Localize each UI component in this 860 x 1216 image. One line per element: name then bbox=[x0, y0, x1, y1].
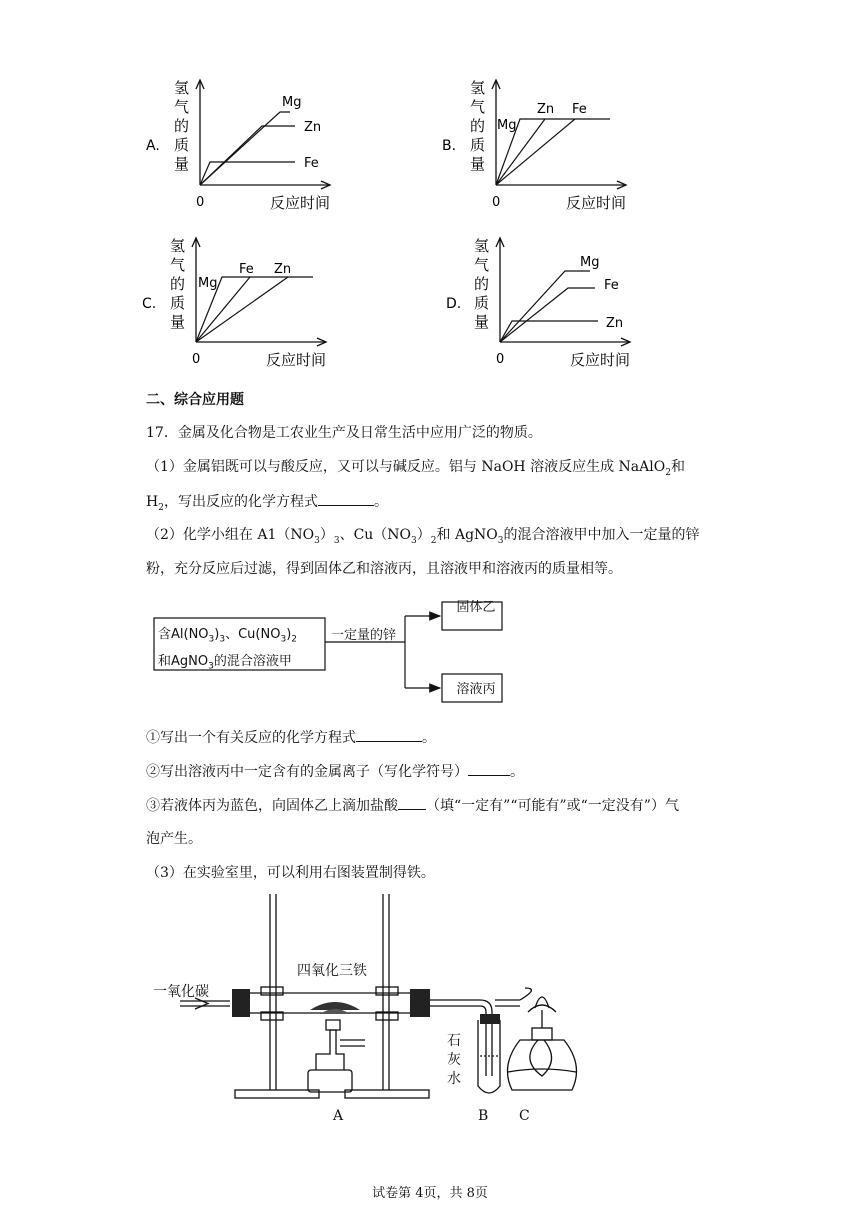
y-axis-label-char: 量 bbox=[474, 313, 490, 331]
y-axis-label-char: 质 bbox=[474, 294, 490, 312]
section-title: 二、综合应用题 bbox=[146, 392, 244, 408]
metal-line-mg bbox=[200, 112, 290, 185]
metal-line-fe bbox=[500, 288, 595, 342]
question-part1-line1: （1）金属铝既可以与酸反应，又可以与碱反应。铝与 NaOH 溶液反应生成 NaAlO$_2$和 bbox=[146, 459, 685, 478]
burner-a bbox=[308, 1070, 352, 1092]
y-axis-label-char: 的 bbox=[470, 117, 486, 135]
alcohol-lamp-c bbox=[508, 1040, 577, 1090]
y-axis-label-char: 气 bbox=[174, 98, 190, 116]
flow-output-solution: 溶液丙 bbox=[456, 682, 496, 697]
option-graph-c bbox=[142, 237, 326, 369]
metal-line-zn bbox=[200, 126, 295, 185]
metal-label: Mg bbox=[282, 95, 302, 110]
y-axis-label-char: 氢 bbox=[174, 79, 190, 97]
subquestion-3-line1: ③若液体丙为蓝色，向固体乙上滴加盐酸 （填“一定有”“可能有”或“一定没有”）气 bbox=[146, 795, 679, 816]
lab-apparatus bbox=[140, 890, 600, 1130]
co-label: 一氧化碳 bbox=[153, 984, 209, 1000]
question-part3: （3）在实验室里，可以利用右图装置制得铁。 bbox=[146, 865, 435, 881]
y-axis-label-char: 质 bbox=[170, 294, 186, 312]
flow-arrow-label: 一定量的锌 bbox=[331, 628, 397, 643]
question-stem: 17．金属及化合物是工农业生产及日常生活中应用广泛的物质。 bbox=[146, 425, 542, 441]
metal-label: Zn bbox=[274, 262, 292, 277]
origin-label: 0 bbox=[192, 352, 201, 367]
y-axis-label-char: 气 bbox=[170, 256, 186, 274]
metal-line-fe bbox=[200, 162, 295, 185]
option-letter: B. bbox=[442, 138, 457, 154]
option-graph-b bbox=[442, 79, 626, 212]
y-axis-label-char: 气 bbox=[470, 98, 486, 116]
label-c: C bbox=[519, 1108, 530, 1124]
metal-label: Zn bbox=[606, 316, 624, 331]
page-footer: 试卷第 4页，共 8页 bbox=[372, 1186, 488, 1201]
subquestion-1: ①写出一个有关反应的化学方程式 。 bbox=[146, 727, 436, 748]
x-axis-label: 反应时间 bbox=[570, 351, 631, 369]
origin-label: 0 bbox=[496, 352, 505, 367]
option-letter: D. bbox=[446, 296, 462, 312]
sample-label: 四氧化三铁 bbox=[297, 963, 367, 979]
x-axis-label: 反应时间 bbox=[566, 194, 627, 212]
option-graphs-svg bbox=[0, 0, 860, 380]
limewater-label: 石 灰 水 bbox=[447, 1033, 461, 1087]
label-b: B bbox=[478, 1108, 489, 1124]
answer-blank[interactable] bbox=[356, 727, 422, 742]
answer-blank[interactable] bbox=[468, 761, 510, 776]
subquestion-2: ②写出溶液丙中一定含有的金属离子（写化学符号） 。 bbox=[146, 761, 524, 782]
option-letter: A. bbox=[146, 138, 160, 154]
origin-label: 0 bbox=[196, 195, 205, 210]
y-axis-label-char: 的 bbox=[174, 117, 190, 135]
sample-pile bbox=[310, 1002, 360, 1010]
y-axis-label-char: 量 bbox=[170, 313, 186, 331]
metal-label: Fe bbox=[239, 262, 254, 277]
y-axis-label-char: 氢 bbox=[470, 79, 486, 97]
label-a: A bbox=[333, 1108, 344, 1124]
metal-label: Zn bbox=[304, 120, 322, 135]
question-part2-line1: （2）化学小组在 $A1(NO_3)_3$、$Cu(NO_3)_2$和 AgNO$_3$的混合溶液甲中加入一定量的锌 bbox=[146, 527, 700, 546]
metal-label: Mg bbox=[497, 118, 517, 133]
option-graph-a bbox=[146, 79, 330, 212]
stand-base-right bbox=[345, 1090, 429, 1098]
metal-label: Zn bbox=[537, 102, 555, 117]
metal-line-zn bbox=[500, 321, 598, 342]
y-axis-label-char: 氢 bbox=[474, 237, 490, 255]
y-axis-label-char: 的 bbox=[170, 275, 186, 293]
y-axis-label-char: 的 bbox=[474, 275, 490, 293]
y-axis-label-char: 质 bbox=[470, 136, 486, 154]
stopper-right bbox=[410, 989, 430, 1017]
question-part2-line2: 粉，充分反应后过滤，得到固体乙和溶液丙，且溶液甲和溶液丙的质量相等。 bbox=[146, 561, 622, 577]
answer-blank[interactable] bbox=[318, 491, 374, 506]
stand-base-left bbox=[235, 1090, 319, 1098]
y-axis-label-char: 质 bbox=[174, 136, 190, 154]
option-letter: C. bbox=[142, 296, 157, 312]
metal-label: Fe bbox=[304, 156, 319, 171]
answer-blank[interactable] bbox=[398, 795, 426, 810]
subquestion-3-line2: 泡产生。 bbox=[146, 831, 202, 847]
metal-label: Fe bbox=[572, 102, 587, 117]
y-axis-label-char: 气 bbox=[474, 256, 490, 274]
origin-label: 0 bbox=[492, 195, 501, 210]
metal-label: Mg bbox=[580, 255, 600, 270]
y-axis-label-char: 量 bbox=[470, 155, 486, 173]
x-axis-label: 反应时间 bbox=[270, 194, 331, 212]
y-axis-label-char: 量 bbox=[174, 155, 190, 173]
y-axis-label-char: 氢 bbox=[170, 237, 186, 255]
option-graph-d bbox=[446, 237, 630, 369]
x-axis-label: 反应时间 bbox=[266, 351, 327, 369]
metal-label: Fe bbox=[604, 278, 619, 293]
flow-output-solid: 固体乙 bbox=[456, 600, 496, 615]
question-part1-line2: $H_2$，写出反应的化学方程式 。 bbox=[146, 491, 388, 518]
flow-input-label: 含$Al(NO_3)_3$、$Cu(NO_3)_2$ 和AgNO$_3$的混合溶液甲 bbox=[158, 627, 297, 672]
stopper-left bbox=[232, 989, 250, 1017]
metal-label: Mg bbox=[198, 276, 218, 291]
